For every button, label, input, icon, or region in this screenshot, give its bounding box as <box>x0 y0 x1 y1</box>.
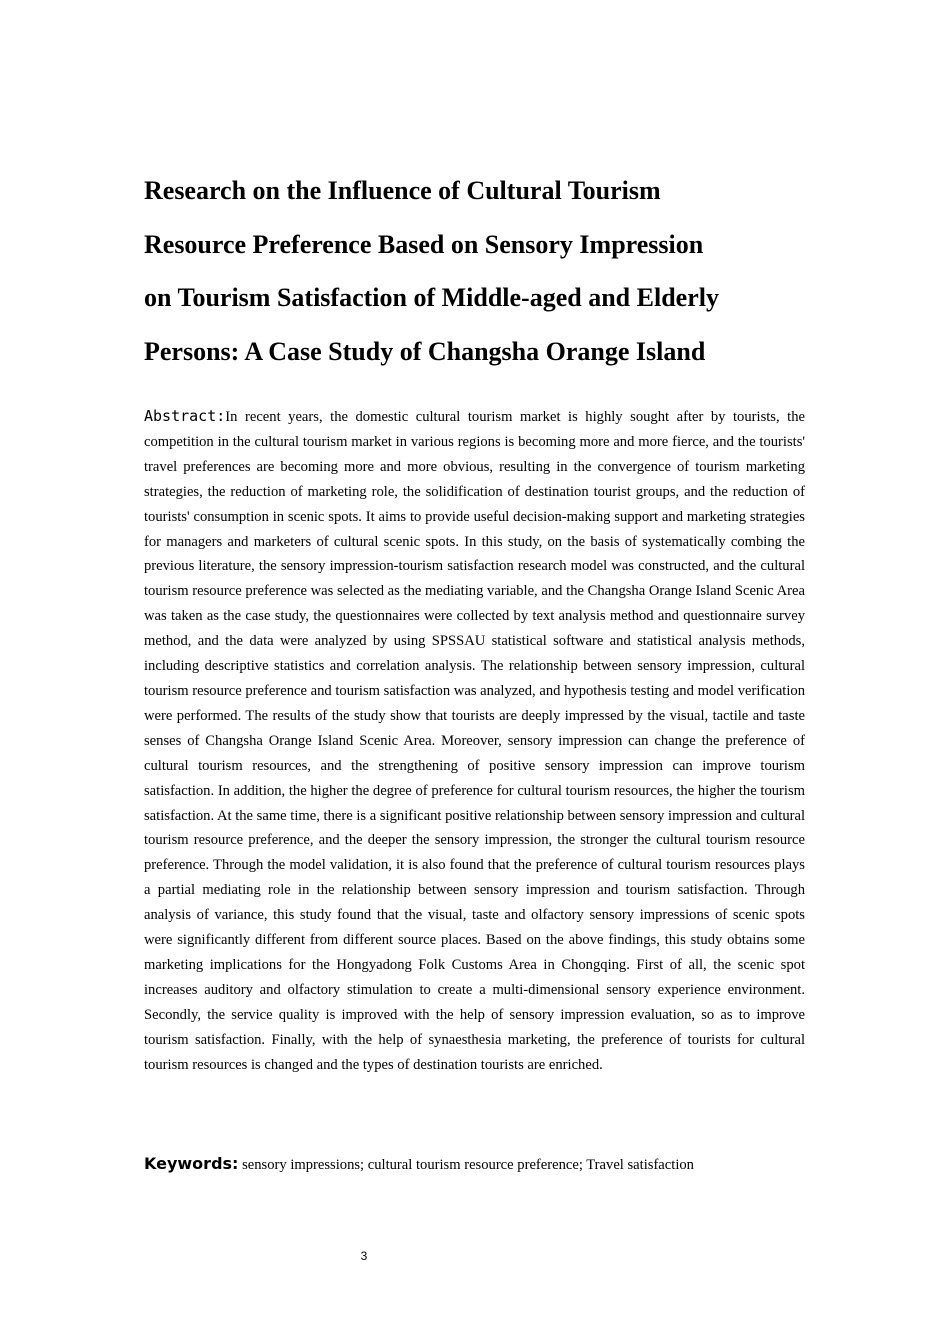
keywords-text: sensory impressions; cultural tourism resource preference; Travel satisfaction <box>238 1157 694 1173</box>
abstract-text: In recent years, the domestic cultural tourism market is highly sought after by tourists, the competition in the cultural tourism market in various regions is becoming more and more fierce, and the tourists' travel preferences are becoming more and more obvious, resulting in the convergence of tourism marketing strategies, the reduction of marketing role, the solidification of destination tourist groups, and the reduction of tourists' consumption in scenic spots. It aims to provide useful decision-making support and marketing strategies for managers and marketers of cultural scenic spots. In this study, on the basis of systematically combing the previous literature, the sensory impression-tourism satisfaction research model was constructed, and the cultural tourism resource preference was selected as the mediating variable, and the Changsha Orange Island Scenic Area was taken as the case study, the questionnaires were collected by text analysis method and questionnaire survey method, and the data were analyzed by using SPSSAU statistical software and statistical analysis methods, including descriptive statistics and correlation analysis. The relationship between sensory impression, cultural tourism resource preference and tourism satisfaction was analyzed, and hypothesis testing and model verification were performed. The results of the study show that tourists are deeply impressed by the visual, tactile and taste senses of Changsha Orange Island Scenic Area. Moreover, sensory impression can change the preference of cultural tourism resources, and the strengthening of positive sensory impression can improve tourism satisfaction. In addition, the higher the degree of preference for cultural tourism resources, the higher the tourism satisfaction. At the same time, there is a significant positive relationship between sensory impression and cultural tourism resource preference, and the deeper the sensory impression, the stronger the cultural tourism resource preference. Through the model validation, it is also found that the preference of cultural tourism resources plays a partial mediating role in the relationship between sensory impression and tourism satisfaction. Through analysis of variance, this study found that the visual, taste and olfactory sensory impressions of scenic spots were significantly different from different source places. Based on the above findings, this study obtains some marketing implications for the Hongyadong Folk Customs Area in Chongqing. First of all, the scenic spot increases auditory and olfactory stimulation to create a multi-dimensional sensory experience environment. Secondly, the service quality is improved with the help of sensory impression evaluation, so as to improve tourism satisfaction. Finally, with the help of synaesthesia marketing, the preference of tourists for cultural tourism resources is changed and the types of destination tourists are enriched. <box>144 409 806 1073</box>
page-number: 3 <box>360 1249 368 1263</box>
title-line: Research on the Influence of Cultural Tourism <box>144 176 661 205</box>
paper-title <box>144 164 824 378</box>
title-line: Persons: A Case Study of Changsha Orange Island <box>144 336 706 366</box>
title-line: Resource Preference Based on Sensory Impression <box>144 229 704 259</box>
title-line: on Tourism Satisfaction of Middle-aged and Elderly <box>144 283 719 312</box>
abstract-paragraph <box>144 404 805 1077</box>
abstract-label: Abstract: <box>144 407 226 425</box>
keywords-line <box>144 1152 805 1177</box>
keywords-label: Keywords: <box>144 1154 239 1173</box>
